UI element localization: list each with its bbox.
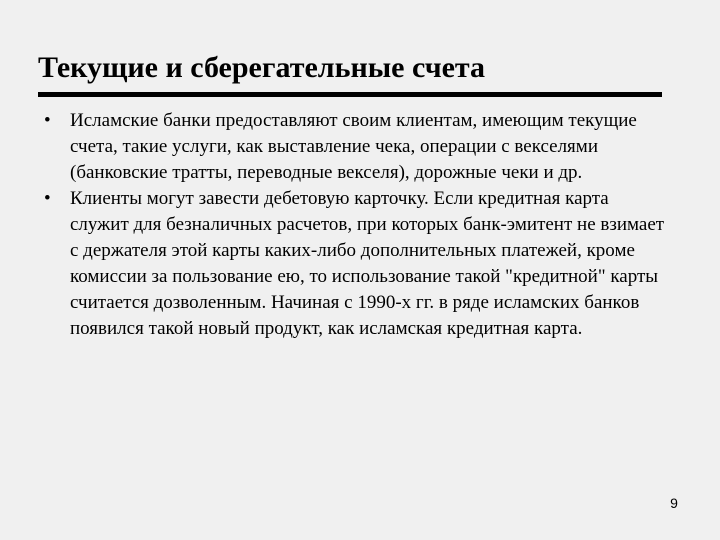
bullet-item xyxy=(0,186,670,342)
title-underline xyxy=(38,92,662,97)
bullet-icon: • xyxy=(44,110,51,131)
bullet-item xyxy=(0,108,670,186)
bullet-text: Исламские банки предоставляют своим клиентам, имеющим текущие счета, такие услуги, как выставление чека, операции с векселями (банковские тратты, переводные векселя), дорожные чеки и др. xyxy=(70,110,637,183)
page-number: 9 xyxy=(670,495,678,511)
bullet-text: Клиенты могут завести дебетовую карточку. Если кредитная карта служит для безналичных расчетов, при которых банк-эмитент не взимает с держателя этой карты каких-либо дополнительных платежей, кроме комиссии за пользование ею, то использование такой "кредитной" карты считается дозволенным. Начиная с 1990-х гг. в ряде исламских банков появился такой новый продукт, как исламская кредитная карта. xyxy=(70,188,665,339)
slide-title: Текущие и сберегательные счета xyxy=(38,51,486,84)
bullet-icon: • xyxy=(44,188,51,209)
bullet-list xyxy=(0,108,700,342)
